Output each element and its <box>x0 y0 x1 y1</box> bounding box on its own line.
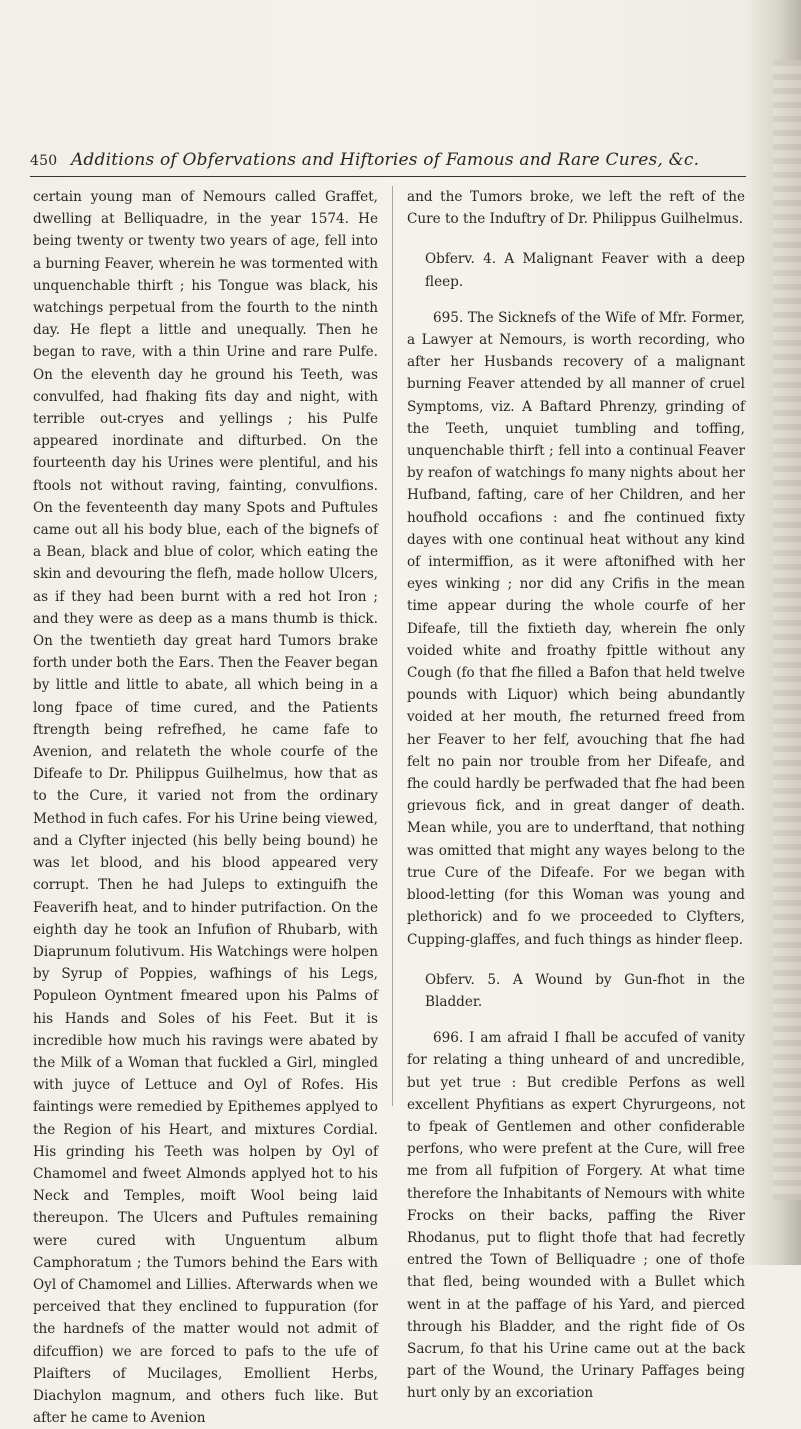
observation-4-heading: Obferv. 4. A Malignant Feaver with a deep fleep. <box>425 251 745 290</box>
paragraph-695: 695. The Sicknefs of the Wife of Mfr. Former, a Lawyer at Nemours, is worth recording, who after her Husbands recovery of a malignant burning Feaver attended by all manner of cruel Symptoms, viz. A Baftard Phrenzy, grinding of the Teeth, unquiet tumbling and toffing, unquenchable thirft ; fell into a continual Feaver by reafon of watchings fo many nights about her Hufband, fafting, care of her Children, and her houfhold occafions : and fhe continued fixty dayes with one continual heat without any kind of intermiffion, as it were aftonifhed with her eyes winking ; nor did any Crifis in the mean time appear during the whole courfe of her Difeafe, till the fixtieth day, wherein fhe only voided white and froathy fpittle without any Cough (fo that fhe filled a Bafon that held twelve pounds with Liquor) which being abundantly voided at her mouth, fhe returned freed from her Feaver to her felf, avouching that fhe had felt no pain nor trouble from her Difeafe, and fhe could hardly be perfwaded that fhe had been grievous fick, and in great danger of death. Mean while, you are to underftand, that nothing was omitted that might any wayes belong to the true Cure of the Difeafe. For we began with blood-letting (for this Woman was young and plethorick) and fo we proceeded to Clyfters, Cupping-glaffes, and fuch things as hinder fleep. <box>407 309 745 948</box>
left-column-text: certain young man of Nemours called Graffet, dwelling at Belliquadre, in the year 1574. He being twenty or twenty two years of age, fell into a burning Feaver, wherein he was tormented with unquenchable thirft ; his Tongue was black, his watchings perpetual from the fourth to the ninth day. He flept a little and unequally. Then he began to rave, with a thin Urine and rare Pulfe. On the eleventh day he ground his Teeth, was convulfed, had fhaking fits day and night, with terrible out-cryes and yellings ; his Pulfe appeared inordinate and difturbed. On the fourteenth day his Urines were plentiful, and his ftools not without raving, fainting, convulfions. On the feventeenth day many Spots and Puftules came out all his body blue, each of the bignefs of a Bean, black and blue of color, which eating the skin and devouring the flefh, made hollow Ulcers, as if they had been burnt with a red hot Iron ; and they were as deep as a mans thumb is thick. On the twentieth day great hard Tumors brake forth under both the Ears. Then the Feaver began by little and little to abate, all which being in a long fpace of time cured, and the Patients ftrength being refrefhed, he came fafe to Avenion, and relateth the whole courfe of the Difeafe to Dr. Philippus Guilhelmus, how that as to the Cure, it varied not from the ordinary Method in fuch cafes. For his Urine being viewed, and a Clyfter injected (his belly being bound) he was let blood, and his blood appeared very corrupt. Then he had Juleps to extinguifh the Feaverifh heat, and to hinder putrifaction. On the eighth day he took an Infufion of Rhubarb, with Diaprunum folutivum. His Watchings were holpen by Syrup of Poppies, wafhings of his Legs, Populeon Oyntment fmeared upon his Palms of his Hands and Soles of his Feet. But it is incredible how much his ravings were abated by the Milk of a Woman that fuckled a Girl, mingled with juyce of Lettuce and Oyl of Rofes. His faintings were remedied by Epithemes applyed to the Region of his Heart, and mixtures Cordial. His grinding his Teeth was holpen by Oyl of Chamomel and fweet Almonds applyed hot to his Neck and Temples, moift Wool being laid thereupon. The Ulcers and Puftules remaining were cured with Unguentum album Camphoratum ; the Tumors behind the Ears with Oyl of Chamomel and Lillies. Afterwards when we perceived that they enclined to fuppuration (for the hardnefs of the matter would not admit of difcuffion) we are forced to pafs to the ufe of Plaifters of Mucilages, Emollient Herbs, Diachylon magnum, and others fuch like. But after he came to Avenion <box>33 189 378 1427</box>
page-edge-shadow <box>773 60 801 1200</box>
paragraph-696: 696. I am afraid I fhall be accufed of vanity for relating a thing unheard of and uncredible, but yet true : But credible Perfons as well excellent Phyfitians as expert Chyrurgeons, not to fpeak of Gentlemen and other confiderable perfons, who were prefent at the Cure, will free me from all fufpition of Forgery. At what time therefore the Inhabitants of Nemours with white Frocks on their backs, paffing the River Rhodanus, put to flight thofe that had fecretly entred the Town of Belliquadre ; one of thofe that fled, being wounded with a Bullet which went in at the paffage of his Yard, and pierced through his Bladder, and the right fide of Os Sacrum, fo that his Urine came out at the back part of the Wound, the Urinary Paffages being hurt only by an excoriation <box>407 1030 745 1402</box>
running-title: Additions of Obfervations and Hiftories of Famous and Rare Cures, &c. <box>70 150 700 170</box>
running-header <box>30 150 746 177</box>
left-column <box>33 186 378 1429</box>
right-column <box>407 186 745 1405</box>
continuation-paragraph: and the Tumors broke, we left the reft of the Cure to the Induftry of Dr. Philippus Guilhelmus. <box>407 189 745 228</box>
page-number: 450 <box>30 153 58 169</box>
observation-5-heading: Obferv. 5. A Wound by Gun-fhot in the Bladder. <box>425 971 745 1010</box>
column-divider <box>392 186 393 1106</box>
